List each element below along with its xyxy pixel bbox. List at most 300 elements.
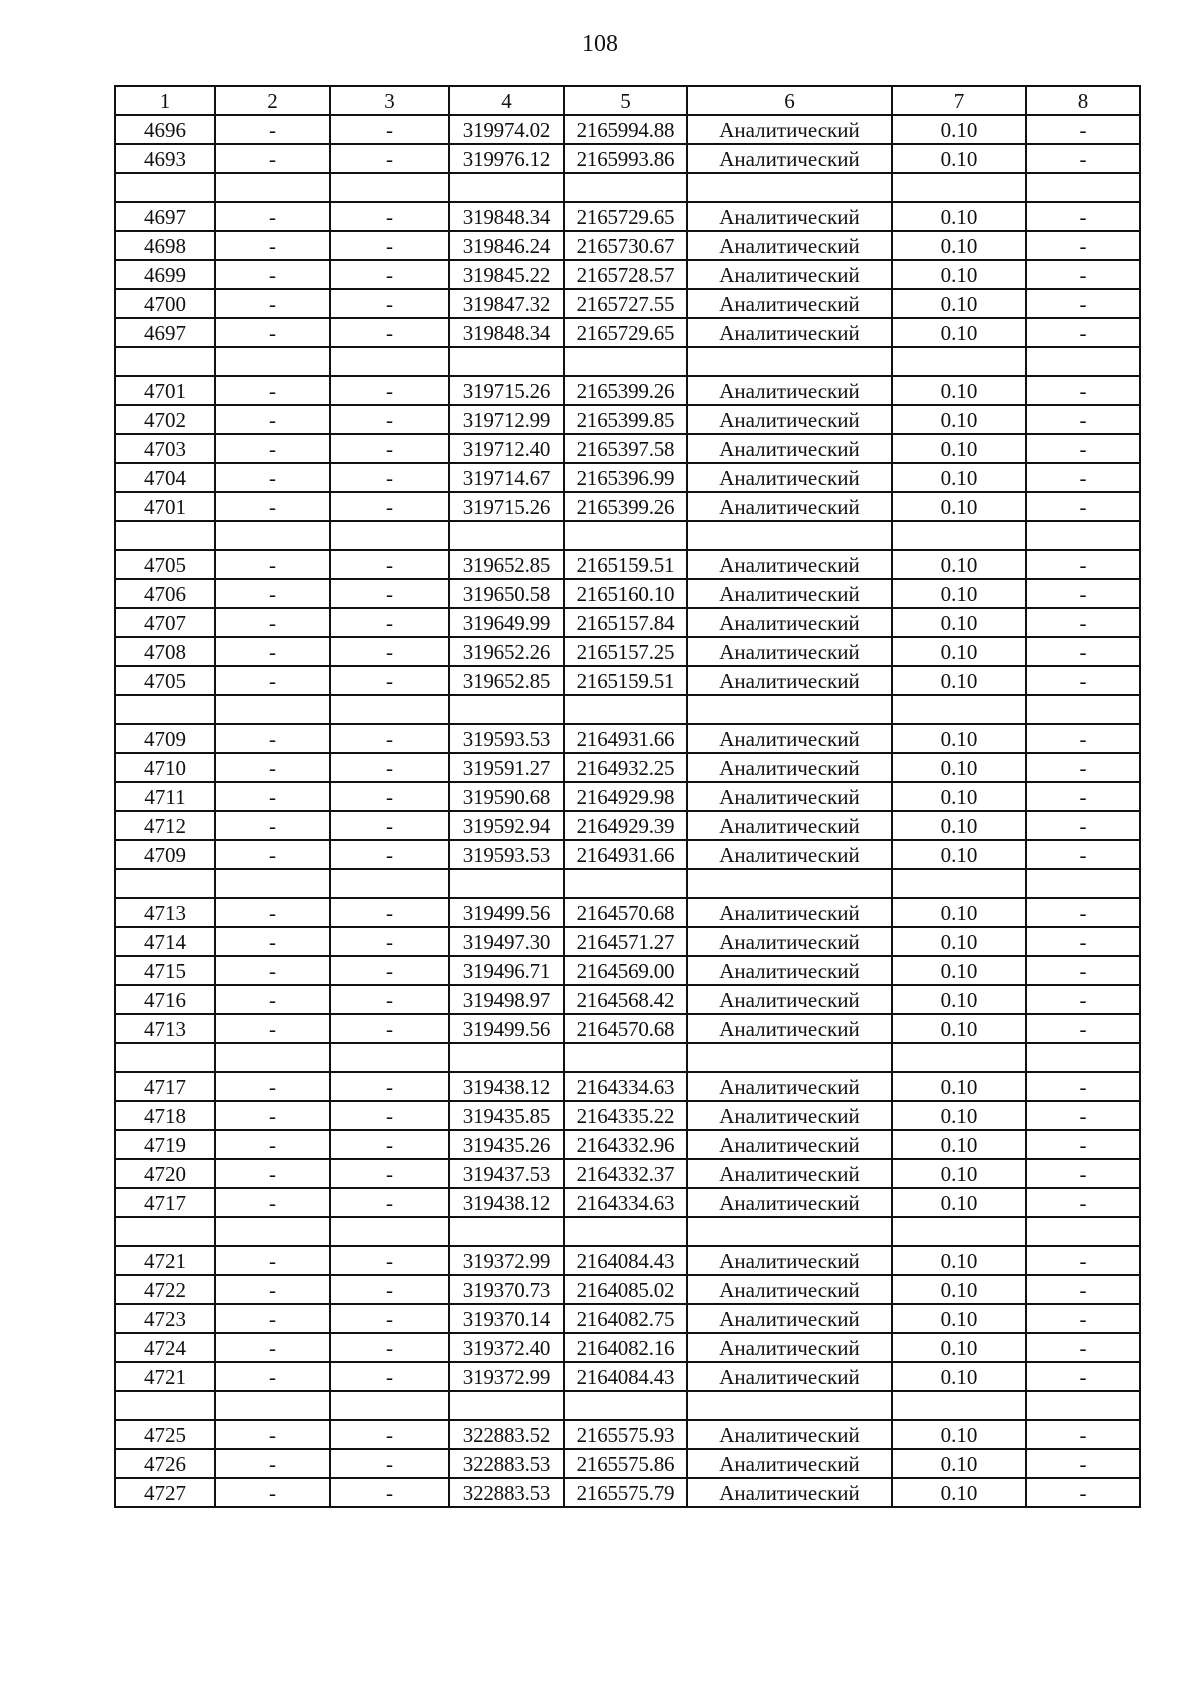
cell-accuracy: 0.10 <box>892 666 1026 695</box>
cell-col-2: - <box>215 1246 330 1275</box>
cell-point-number <box>115 1043 215 1072</box>
cell-point-number: 4693 <box>115 144 215 173</box>
cell-coord-y: 2164084.43 <box>564 1362 687 1391</box>
cell-point-number: 4699 <box>115 260 215 289</box>
cell-col-8: - <box>1026 782 1140 811</box>
cell-col-2: - <box>215 231 330 260</box>
cell-col-2: - <box>215 927 330 956</box>
cell-col-2: - <box>215 1130 330 1159</box>
cell-method: Аналитический <box>687 492 892 521</box>
cell-col-3: - <box>330 608 449 637</box>
cell-col-2: - <box>215 840 330 869</box>
cell-coord-x: 319372.99 <box>449 1362 564 1391</box>
cell-col-8: - <box>1026 608 1140 637</box>
table-row <box>115 666 1140 695</box>
cell-col-2: - <box>215 289 330 318</box>
cell-col-2: - <box>215 753 330 782</box>
cell-coord-x: 319435.26 <box>449 1130 564 1159</box>
cell-col-3: - <box>330 1188 449 1217</box>
cell-point-number: 4696 <box>115 115 215 144</box>
table-row <box>115 1362 1140 1391</box>
cell-coord-y: 2165993.86 <box>564 144 687 173</box>
cell-point-number <box>115 173 215 202</box>
cell-point-number: 4713 <box>115 898 215 927</box>
cell-coord-x: 319496.71 <box>449 956 564 985</box>
table-row <box>115 376 1140 405</box>
cell-col-2: - <box>215 608 330 637</box>
table-row <box>115 1246 1140 1275</box>
cell-coord-y: 2164929.98 <box>564 782 687 811</box>
cell-method: Аналитический <box>687 1333 892 1362</box>
cell-coord-x: 319592.94 <box>449 811 564 840</box>
cell-point-number: 4721 <box>115 1362 215 1391</box>
cell-accuracy: 0.10 <box>892 405 1026 434</box>
cell-point-number: 4722 <box>115 1275 215 1304</box>
cell-accuracy: 0.10 <box>892 463 1026 492</box>
cell-point-number <box>115 869 215 898</box>
cell-col-2: - <box>215 115 330 144</box>
cell-col-8: - <box>1026 666 1140 695</box>
cell-col-3 <box>330 1043 449 1072</box>
cell-point-number: 4710 <box>115 753 215 782</box>
cell-coord-y: 2165399.26 <box>564 376 687 405</box>
cell-accuracy: 0.10 <box>892 1072 1026 1101</box>
cell-col-2: - <box>215 1159 330 1188</box>
cell-col-2: - <box>215 463 330 492</box>
cell-col-2: - <box>215 405 330 434</box>
cell-point-number: 4708 <box>115 637 215 666</box>
cell-col-2 <box>215 695 330 724</box>
cell-coord-x <box>449 1217 564 1246</box>
table-row <box>115 811 1140 840</box>
cell-col-3: - <box>330 550 449 579</box>
cell-coord-y: 2165399.85 <box>564 405 687 434</box>
cell-col-2: - <box>215 1449 330 1478</box>
cell-col-3: - <box>330 376 449 405</box>
cell-accuracy: 0.10 <box>892 811 1026 840</box>
cell-col-8: - <box>1026 753 1140 782</box>
cell-accuracy: 0.10 <box>892 579 1026 608</box>
table-row <box>115 492 1140 521</box>
cell-col-3 <box>330 1391 449 1420</box>
cell-col-2: - <box>215 1101 330 1130</box>
cell-accuracy: 0.10 <box>892 550 1026 579</box>
cell-coord-x: 319593.53 <box>449 840 564 869</box>
cell-col-2: - <box>215 1014 330 1043</box>
table-row <box>115 115 1140 144</box>
cell-accuracy: 0.10 <box>892 724 1026 753</box>
cell-col-8: - <box>1026 1130 1140 1159</box>
cell-col-3 <box>330 347 449 376</box>
cell-method: Аналитический <box>687 985 892 1014</box>
cell-method: Аналитический <box>687 1101 892 1130</box>
cell-col-3: - <box>330 666 449 695</box>
cell-method: Аналитический <box>687 434 892 463</box>
cell-col-8: - <box>1026 811 1140 840</box>
cell-method: Аналитический <box>687 202 892 231</box>
cell-col-3: - <box>330 811 449 840</box>
cell-method: Аналитический <box>687 318 892 347</box>
cell-accuracy: 0.10 <box>892 1246 1026 1275</box>
cell-col-2: - <box>215 550 330 579</box>
table-row <box>115 1159 1140 1188</box>
cell-coord-x: 319370.73 <box>449 1275 564 1304</box>
cell-col-8: - <box>1026 956 1140 985</box>
cell-col-3 <box>330 173 449 202</box>
table-row <box>115 1478 1140 1507</box>
cell-point-number: 4721 <box>115 1246 215 1275</box>
cell-accuracy: 0.10 <box>892 202 1026 231</box>
cell-coord-x: 319848.34 <box>449 202 564 231</box>
cell-point-number <box>115 1217 215 1246</box>
cell-coord-y: 2164334.63 <box>564 1072 687 1101</box>
cell-coord-y <box>564 173 687 202</box>
column-header-4: 4 <box>449 86 564 115</box>
cell-point-number <box>115 347 215 376</box>
cell-col-3: - <box>330 1275 449 1304</box>
cell-col-3: - <box>330 840 449 869</box>
table-row <box>115 1275 1140 1304</box>
cell-accuracy: 0.10 <box>892 115 1026 144</box>
cell-method: Аналитический <box>687 782 892 811</box>
cell-point-number: 4705 <box>115 666 215 695</box>
table-row <box>115 724 1140 753</box>
table-row <box>115 927 1140 956</box>
cell-point-number <box>115 695 215 724</box>
cell-col-2: - <box>215 1188 330 1217</box>
spacer-row <box>115 695 1140 724</box>
cell-coord-y: 2164084.43 <box>564 1246 687 1275</box>
cell-method: Аналитический <box>687 463 892 492</box>
cell-method: Аналитический <box>687 376 892 405</box>
table-row <box>115 405 1140 434</box>
cell-method: Аналитический <box>687 1420 892 1449</box>
cell-col-3: - <box>330 260 449 289</box>
cell-col-8: - <box>1026 927 1140 956</box>
cell-method: Аналитический <box>687 231 892 260</box>
cell-col-3: - <box>330 1159 449 1188</box>
cell-col-3: - <box>330 753 449 782</box>
cell-col-8: - <box>1026 1275 1140 1304</box>
cell-accuracy: 0.10 <box>892 1420 1026 1449</box>
cell-method: Аналитический <box>687 608 892 637</box>
cell-col-2: - <box>215 1304 330 1333</box>
cell-col-3: - <box>330 637 449 666</box>
cell-col-8: - <box>1026 985 1140 1014</box>
cell-col-8: - <box>1026 579 1140 608</box>
cell-col-2 <box>215 173 330 202</box>
cell-col-2 <box>215 1391 330 1420</box>
cell-coord-x: 319652.85 <box>449 550 564 579</box>
cell-coord-y: 2164334.63 <box>564 1188 687 1217</box>
table-row <box>115 1333 1140 1362</box>
cell-col-2: - <box>215 1333 330 1362</box>
cell-col-2: - <box>215 1072 330 1101</box>
cell-col-2: - <box>215 202 330 231</box>
cell-col-3 <box>330 695 449 724</box>
cell-coord-x: 319714.67 <box>449 463 564 492</box>
cell-method: Аналитический <box>687 898 892 927</box>
cell-method <box>687 869 892 898</box>
cell-col-8: - <box>1026 1304 1140 1333</box>
cell-accuracy: 0.10 <box>892 1449 1026 1478</box>
cell-coord-x: 319591.27 <box>449 753 564 782</box>
cell-col-3: - <box>330 144 449 173</box>
cell-point-number: 4726 <box>115 1449 215 1478</box>
cell-coord-x: 319372.99 <box>449 1246 564 1275</box>
cell-col-8 <box>1026 1217 1140 1246</box>
cell-method: Аналитический <box>687 753 892 782</box>
cell-coord-y: 2164082.75 <box>564 1304 687 1333</box>
cell-coord-x: 319847.32 <box>449 289 564 318</box>
cell-coord-y: 2165575.79 <box>564 1478 687 1507</box>
cell-coord-x: 319650.58 <box>449 579 564 608</box>
cell-coord-y: 2165575.86 <box>564 1449 687 1478</box>
cell-col-8: - <box>1026 637 1140 666</box>
cell-point-number: 4714 <box>115 927 215 956</box>
cell-point-number: 4717 <box>115 1072 215 1101</box>
cell-col-2: - <box>215 666 330 695</box>
cell-method <box>687 695 892 724</box>
cell-col-2: - <box>215 260 330 289</box>
cell-coord-y: 2164568.42 <box>564 985 687 1014</box>
cell-col-2 <box>215 347 330 376</box>
cell-point-number: 4702 <box>115 405 215 434</box>
cell-point-number: 4706 <box>115 579 215 608</box>
cell-point-number: 4719 <box>115 1130 215 1159</box>
cell-coord-y: 2164931.66 <box>564 840 687 869</box>
cell-method <box>687 1217 892 1246</box>
cell-accuracy: 0.10 <box>892 1275 1026 1304</box>
cell-accuracy: 0.10 <box>892 608 1026 637</box>
cell-accuracy: 0.10 <box>892 260 1026 289</box>
cell-col-2 <box>215 1217 330 1246</box>
cell-coord-y: 2164931.66 <box>564 724 687 753</box>
cell-accuracy: 0.10 <box>892 956 1026 985</box>
cell-coord-y: 2165159.51 <box>564 666 687 695</box>
cell-col-8: - <box>1026 231 1140 260</box>
cell-point-number: 4700 <box>115 289 215 318</box>
cell-point-number: 4718 <box>115 1101 215 1130</box>
cell-col-8: - <box>1026 840 1140 869</box>
table-row <box>115 1101 1140 1130</box>
cell-accuracy <box>892 1391 1026 1420</box>
cell-col-3: - <box>330 1478 449 1507</box>
cell-coord-x: 319438.12 <box>449 1072 564 1101</box>
cell-point-number: 4707 <box>115 608 215 637</box>
spacer-row <box>115 1217 1140 1246</box>
column-header-5: 5 <box>564 86 687 115</box>
table-row <box>115 579 1140 608</box>
cell-point-number: 4698 <box>115 231 215 260</box>
cell-method <box>687 1391 892 1420</box>
cell-accuracy: 0.10 <box>892 492 1026 521</box>
cell-coord-y: 2165396.99 <box>564 463 687 492</box>
cell-col-3: - <box>330 318 449 347</box>
cell-col-8: - <box>1026 405 1140 434</box>
cell-col-3: - <box>330 782 449 811</box>
table-row <box>115 1014 1140 1043</box>
cell-col-8 <box>1026 173 1140 202</box>
cell-accuracy: 0.10 <box>892 840 1026 869</box>
cell-col-8: - <box>1026 115 1140 144</box>
table-row <box>115 753 1140 782</box>
cell-accuracy: 0.10 <box>892 289 1026 318</box>
cell-coord-x: 322883.53 <box>449 1449 564 1478</box>
cell-coord-x <box>449 173 564 202</box>
cell-point-number: 4713 <box>115 1014 215 1043</box>
cell-accuracy <box>892 1043 1026 1072</box>
cell-coord-y: 2164570.68 <box>564 898 687 927</box>
table-row <box>115 637 1140 666</box>
cell-coord-x: 319712.40 <box>449 434 564 463</box>
cell-accuracy: 0.10 <box>892 898 1026 927</box>
table-row <box>115 782 1140 811</box>
cell-point-number: 4709 <box>115 840 215 869</box>
column-header-3: 3 <box>330 86 449 115</box>
cell-accuracy <box>892 521 1026 550</box>
cell-point-number <box>115 1391 215 1420</box>
cell-col-2 <box>215 869 330 898</box>
cell-col-8 <box>1026 695 1140 724</box>
table-row <box>115 144 1140 173</box>
cell-col-2: - <box>215 782 330 811</box>
cell-col-8 <box>1026 1391 1140 1420</box>
cell-col-8: - <box>1026 1072 1140 1101</box>
cell-col-3 <box>330 521 449 550</box>
cell-coord-x: 319435.85 <box>449 1101 564 1130</box>
cell-col-8: - <box>1026 1449 1140 1478</box>
cell-col-2: - <box>215 898 330 927</box>
cell-coord-x: 319974.02 <box>449 115 564 144</box>
cell-col-8: - <box>1026 492 1140 521</box>
cell-col-8: - <box>1026 434 1140 463</box>
cell-coord-y <box>564 347 687 376</box>
table-row <box>115 318 1140 347</box>
cell-method: Аналитический <box>687 144 892 173</box>
cell-col-2: - <box>215 1478 330 1507</box>
cell-coord-y: 2165730.67 <box>564 231 687 260</box>
cell-accuracy <box>892 695 1026 724</box>
cell-accuracy <box>892 173 1026 202</box>
cell-coord-y: 2165994.88 <box>564 115 687 144</box>
cell-col-3: - <box>330 724 449 753</box>
cell-accuracy: 0.10 <box>892 434 1026 463</box>
cell-col-3: - <box>330 1130 449 1159</box>
cell-method: Аналитический <box>687 666 892 695</box>
cell-accuracy: 0.10 <box>892 1014 1026 1043</box>
cell-method: Аналитический <box>687 1159 892 1188</box>
cell-col-3 <box>330 869 449 898</box>
cell-col-2: - <box>215 579 330 608</box>
cell-coord-y: 2164332.96 <box>564 1130 687 1159</box>
cell-accuracy: 0.10 <box>892 231 1026 260</box>
cell-col-3: - <box>330 1014 449 1043</box>
spacer-row <box>115 173 1140 202</box>
cell-method <box>687 1043 892 1072</box>
cell-coord-x: 319499.56 <box>449 898 564 927</box>
cell-col-3: - <box>330 405 449 434</box>
cell-col-8: - <box>1026 260 1140 289</box>
cell-col-2: - <box>215 956 330 985</box>
cell-coord-y: 2165729.65 <box>564 318 687 347</box>
cell-method: Аналитический <box>687 115 892 144</box>
cell-col-2: - <box>215 434 330 463</box>
cell-col-8: - <box>1026 202 1140 231</box>
cell-col-8: - <box>1026 1420 1140 1449</box>
cell-coord-y <box>564 695 687 724</box>
cell-coord-x: 319590.68 <box>449 782 564 811</box>
cell-coord-y: 2165727.55 <box>564 289 687 318</box>
cell-method: Аналитический <box>687 1188 892 1217</box>
cell-col-3: - <box>330 289 449 318</box>
cell-coord-y: 2165159.51 <box>564 550 687 579</box>
cell-point-number: 4720 <box>115 1159 215 1188</box>
cell-col-2: - <box>215 985 330 1014</box>
cell-col-3: - <box>330 985 449 1014</box>
cell-coord-y: 2165157.25 <box>564 637 687 666</box>
cell-method: Аналитический <box>687 1275 892 1304</box>
cell-point-number: 4703 <box>115 434 215 463</box>
cell-accuracy: 0.10 <box>892 376 1026 405</box>
table-row <box>115 434 1140 463</box>
cell-coord-y: 2165157.84 <box>564 608 687 637</box>
cell-coord-x: 319370.14 <box>449 1304 564 1333</box>
cell-coord-x <box>449 1391 564 1420</box>
cell-accuracy: 0.10 <box>892 318 1026 347</box>
cell-col-2: - <box>215 1362 330 1391</box>
cell-coord-y: 2164085.02 <box>564 1275 687 1304</box>
cell-col-8: - <box>1026 898 1140 927</box>
cell-point-number: 4705 <box>115 550 215 579</box>
cell-method: Аналитический <box>687 579 892 608</box>
cell-point-number: 4723 <box>115 1304 215 1333</box>
cell-col-3: - <box>330 1246 449 1275</box>
cell-point-number: 4724 <box>115 1333 215 1362</box>
cell-coord-y: 2165728.57 <box>564 260 687 289</box>
cell-col-8: - <box>1026 289 1140 318</box>
table-body <box>115 115 1140 1507</box>
cell-col-3: - <box>330 579 449 608</box>
column-header-2: 2 <box>215 86 330 115</box>
cell-coord-y: 2164932.25 <box>564 753 687 782</box>
cell-coord-y <box>564 869 687 898</box>
cell-point-number: 4701 <box>115 492 215 521</box>
table-row <box>115 1130 1140 1159</box>
cell-col-3: - <box>330 898 449 927</box>
cell-coord-y <box>564 521 687 550</box>
cell-method: Аналитический <box>687 811 892 840</box>
cell-accuracy: 0.10 <box>892 1130 1026 1159</box>
cell-coord-x: 319652.85 <box>449 666 564 695</box>
table-row <box>115 289 1140 318</box>
cell-col-3: - <box>330 202 449 231</box>
cell-point-number: 4716 <box>115 985 215 1014</box>
table-row <box>115 1449 1140 1478</box>
cell-col-8: - <box>1026 318 1140 347</box>
cell-col-8: - <box>1026 1014 1140 1043</box>
cell-col-2: - <box>215 724 330 753</box>
cell-point-number: 4712 <box>115 811 215 840</box>
column-header-1: 1 <box>115 86 215 115</box>
cell-coord-x <box>449 869 564 898</box>
cell-method <box>687 521 892 550</box>
cell-accuracy <box>892 1217 1026 1246</box>
cell-col-3: - <box>330 1333 449 1362</box>
column-header-7: 7 <box>892 86 1026 115</box>
cell-accuracy <box>892 869 1026 898</box>
cell-accuracy: 0.10 <box>892 637 1026 666</box>
